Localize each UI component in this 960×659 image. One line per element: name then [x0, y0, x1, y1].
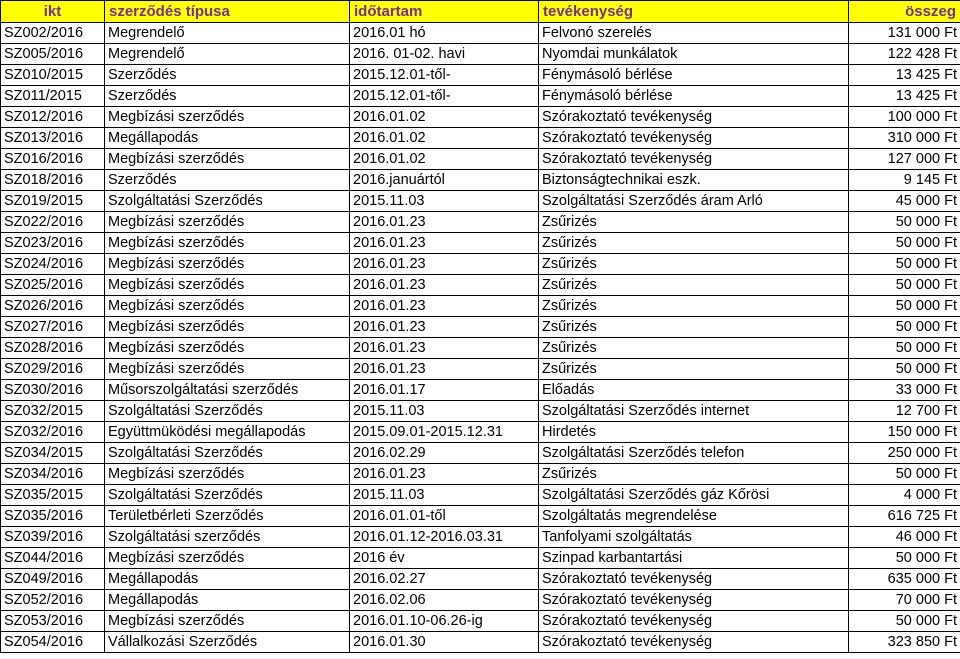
cell-activity: Tanfolyami szolgáltatás — [539, 527, 849, 548]
table-row — [1, 128, 960, 149]
cell-contract-type: Megbízási szerződés — [105, 359, 350, 380]
cell-contract-type: Megbízási szerződés — [105, 548, 350, 569]
cell-contract-type: Területbérleti Szerződés — [105, 506, 350, 527]
cell-amount: 50 000 Ft — [849, 338, 960, 359]
cell-amount: 50 000 Ft — [849, 275, 960, 296]
cell-contract-type: Együttmüködési megállapodás — [105, 422, 350, 443]
cell-contract-type: Szolgáltatási Szerződés — [105, 401, 350, 422]
cell-amount: 323 850 Ft — [849, 632, 960, 653]
cell-duration: 2016.01.02 — [350, 107, 539, 128]
cell-duration: 2016.02.29 — [350, 443, 539, 464]
cell-activity: Szórakoztató tevékenység — [539, 632, 849, 653]
cell-duration: 2015.11.03 — [350, 191, 539, 212]
cell-ikt: SZ024/2016 — [1, 254, 105, 275]
cell-amount: 250 000 Ft — [849, 443, 960, 464]
cell-amount: 635 000 Ft — [849, 569, 960, 590]
table-row — [1, 359, 960, 380]
cell-contract-type: Megbízási szerződés — [105, 317, 350, 338]
cell-amount: 50 000 Ft — [849, 254, 960, 275]
cell-contract-type: Vállalkozási Szerződés — [105, 632, 350, 653]
cell-activity: Szolgáltatási Szerződés internet — [539, 401, 849, 422]
table-row — [1, 611, 960, 632]
table-row — [1, 548, 960, 569]
table-row — [1, 296, 960, 317]
cell-contract-type: Megbízási szerződés — [105, 296, 350, 317]
cell-ikt: SZ049/2016 — [1, 569, 105, 590]
cell-amount: 50 000 Ft — [849, 548, 960, 569]
table-row — [1, 170, 960, 191]
cell-activity: Szórakoztató tevékenység — [539, 611, 849, 632]
table-row — [1, 254, 960, 275]
table-row — [1, 380, 960, 401]
cell-contract-type: Megállapodás — [105, 590, 350, 611]
cell-duration: 2016.01.23 — [350, 464, 539, 485]
cell-amount: 50 000 Ft — [849, 317, 960, 338]
cell-ikt: SZ032/2015 — [1, 401, 105, 422]
cell-activity: Zsűrizés — [539, 254, 849, 275]
cell-amount: 70 000 Ft — [849, 590, 960, 611]
cell-duration: 2016. 01-02. havi — [350, 44, 539, 65]
cell-duration: 2016.01.12-2016.03.31 — [350, 527, 539, 548]
table-body — [1, 23, 960, 653]
table-row — [1, 23, 960, 44]
cell-amount: 122 428 Ft — [849, 44, 960, 65]
cell-duration: 2015.12.01-től- — [350, 65, 539, 86]
cell-ikt: SZ023/2016 — [1, 233, 105, 254]
cell-ikt: SZ025/2016 — [1, 275, 105, 296]
cell-ikt: SZ035/2016 — [1, 506, 105, 527]
cell-duration: 2016.01 hó — [350, 23, 539, 44]
cell-amount: 12 700 Ft — [849, 401, 960, 422]
cell-activity: Zsűrizés — [539, 275, 849, 296]
cell-ikt: SZ039/2016 — [1, 527, 105, 548]
cell-contract-type: Megbízási szerződés — [105, 338, 350, 359]
table-row — [1, 443, 960, 464]
header-contract-type: szerződés típusa — [105, 1, 350, 23]
cell-ikt: SZ018/2016 — [1, 170, 105, 191]
cell-amount: 45 000 Ft — [849, 191, 960, 212]
cell-activity: Szórakoztató tevékenység — [539, 149, 849, 170]
table-row — [1, 422, 960, 443]
cell-activity: Zsűrizés — [539, 359, 849, 380]
cell-duration: 2016.01.23 — [350, 254, 539, 275]
table-row — [1, 464, 960, 485]
table-row — [1, 107, 960, 128]
cell-duration: 2016.01.30 — [350, 632, 539, 653]
cell-activity: Zsűrizés — [539, 317, 849, 338]
cell-ikt: SZ016/2016 — [1, 149, 105, 170]
table-row — [1, 506, 960, 527]
header-amount: összeg — [849, 1, 960, 23]
cell-contract-type: Megbízási szerződés — [105, 275, 350, 296]
cell-ikt: SZ011/2015 — [1, 86, 105, 107]
cell-ikt: SZ028/2016 — [1, 338, 105, 359]
cell-ikt: SZ026/2016 — [1, 296, 105, 317]
cell-amount: 13 425 Ft — [849, 65, 960, 86]
cell-contract-type: Megbízási szerződés — [105, 233, 350, 254]
cell-duration: 2016.01.10-06.26-ig — [350, 611, 539, 632]
cell-activity: Szinpad karbantartási — [539, 548, 849, 569]
table-row — [1, 632, 960, 653]
cell-amount: 127 000 Ft — [849, 149, 960, 170]
cell-activity: Zsűrizés — [539, 464, 849, 485]
cell-contract-type: Megbízási szerződés — [105, 149, 350, 170]
cell-ikt: SZ034/2015 — [1, 443, 105, 464]
cell-duration: 2016.01.23 — [350, 296, 539, 317]
cell-contract-type: Műsorszolgáltatási szerződés — [105, 380, 350, 401]
cell-duration: 2015.12.01-től- — [350, 86, 539, 107]
cell-contract-type: Megállapodás — [105, 128, 350, 149]
cell-duration: 2016.01.23 — [350, 317, 539, 338]
cell-duration: 2016.01.01-től — [350, 506, 539, 527]
cell-ikt: SZ054/2016 — [1, 632, 105, 653]
cell-amount: 50 000 Ft — [849, 233, 960, 254]
cell-activity: Szolgáltatási Szerződés telefon — [539, 443, 849, 464]
cell-activity: Szolgáltatási Szerződés gáz Kőrösi — [539, 485, 849, 506]
cell-amount: 50 000 Ft — [849, 296, 960, 317]
cell-contract-type: Szolgáltatási Szerződés — [105, 443, 350, 464]
table-row — [1, 212, 960, 233]
cell-ikt: SZ044/2016 — [1, 548, 105, 569]
cell-ikt: SZ019/2015 — [1, 191, 105, 212]
cell-duration: 2016.01.17 — [350, 380, 539, 401]
cell-activity: Szórakoztató tevékenység — [539, 107, 849, 128]
cell-ikt: SZ005/2016 — [1, 44, 105, 65]
table-row — [1, 569, 960, 590]
table-row — [1, 149, 960, 170]
table-row — [1, 44, 960, 65]
cell-contract-type: Megrendelő — [105, 23, 350, 44]
cell-activity: Felvonó szerelés — [539, 23, 849, 44]
cell-contract-type: Megállapodás — [105, 569, 350, 590]
cell-duration: 2015.09.01-2015.12.31 — [350, 422, 539, 443]
cell-activity: Fénymásoló bérlése — [539, 86, 849, 107]
cell-contract-type: Megbízási szerződés — [105, 464, 350, 485]
cell-amount: 50 000 Ft — [849, 212, 960, 233]
cell-amount: 150 000 Ft — [849, 422, 960, 443]
cell-activity: Nyomdai munkálatok — [539, 44, 849, 65]
cell-contract-type: Szerződés — [105, 65, 350, 86]
header-activity: tevékenység — [539, 1, 849, 23]
cell-duration: 2016.januártól — [350, 170, 539, 191]
cell-activity: Fénymásoló bérlése — [539, 65, 849, 86]
cell-activity: Hirdetés — [539, 422, 849, 443]
cell-ikt: SZ027/2016 — [1, 317, 105, 338]
cell-amount: 131 000 Ft — [849, 23, 960, 44]
cell-ikt: SZ052/2016 — [1, 590, 105, 611]
table-row — [1, 527, 960, 548]
header-ikt: ikt — [1, 1, 105, 23]
cell-duration: 2016.02.27 — [350, 569, 539, 590]
cell-duration: 2015.11.03 — [350, 401, 539, 422]
cell-activity: Biztonságtechnikai eszk. — [539, 170, 849, 191]
cell-contract-type: Megbízási szerződés — [105, 611, 350, 632]
cell-amount: 46 000 Ft — [849, 527, 960, 548]
cell-duration: 2016.01.23 — [350, 275, 539, 296]
cell-duration: 2016.01.23 — [350, 338, 539, 359]
cell-contract-type: Megbízási szerződés — [105, 212, 350, 233]
cell-amount: 13 425 Ft — [849, 86, 960, 107]
cell-activity: Zsűrizés — [539, 212, 849, 233]
table-row — [1, 275, 960, 296]
cell-activity: Szórakoztató tevékenység — [539, 569, 849, 590]
cell-amount: 50 000 Ft — [849, 464, 960, 485]
header-duration: időtartam — [350, 1, 539, 23]
cell-contract-type: Megbízási szerződés — [105, 254, 350, 275]
cell-ikt: SZ010/2015 — [1, 65, 105, 86]
cell-duration: 2016.01.23 — [350, 359, 539, 380]
cell-ikt: SZ034/2016 — [1, 464, 105, 485]
cell-ikt: SZ032/2016 — [1, 422, 105, 443]
cell-amount: 33 000 Ft — [849, 380, 960, 401]
cell-duration: 2016 év — [350, 548, 539, 569]
table-row — [1, 233, 960, 254]
cell-contract-type: Szolgáltatási Szerződés — [105, 191, 350, 212]
table-row — [1, 590, 960, 611]
table-row — [1, 485, 960, 506]
cell-amount: 9 145 Ft — [849, 170, 960, 191]
table-row — [1, 86, 960, 107]
cell-activity: Szórakoztató tevékenység — [539, 590, 849, 611]
cell-amount: 50 000 Ft — [849, 611, 960, 632]
cell-activity: Előadás — [539, 380, 849, 401]
cell-amount: 616 725 Ft — [849, 506, 960, 527]
cell-activity: Szórakoztató tevékenység — [539, 128, 849, 149]
cell-ikt: SZ030/2016 — [1, 380, 105, 401]
cell-amount: 4 000 Ft — [849, 485, 960, 506]
cell-amount: 50 000 Ft — [849, 359, 960, 380]
cell-duration: 2016.02.06 — [350, 590, 539, 611]
header-row — [1, 1, 960, 23]
cell-duration: 2016.01.02 — [350, 128, 539, 149]
cell-contract-type: Szolgáltatási Szerződés — [105, 485, 350, 506]
cell-duration: 2016.01.23 — [350, 233, 539, 254]
cell-ikt: SZ013/2016 — [1, 128, 105, 149]
cell-duration: 2016.01.23 — [350, 212, 539, 233]
table-row — [1, 401, 960, 422]
cell-activity: Zsűrizés — [539, 233, 849, 254]
cell-amount: 310 000 Ft — [849, 128, 960, 149]
cell-ikt: SZ029/2016 — [1, 359, 105, 380]
cell-contract-type: Szolgáltatási szerződés — [105, 527, 350, 548]
cell-ikt: SZ002/2016 — [1, 23, 105, 44]
table-row — [1, 317, 960, 338]
cell-contract-type: Megrendelő — [105, 44, 350, 65]
cell-ikt: SZ035/2015 — [1, 485, 105, 506]
cell-duration: 2016.01.02 — [350, 149, 539, 170]
cell-ikt: SZ012/2016 — [1, 107, 105, 128]
cell-amount: 100 000 Ft — [849, 107, 960, 128]
cell-ikt: SZ022/2016 — [1, 212, 105, 233]
table-row — [1, 65, 960, 86]
cell-activity: Zsűrizés — [539, 338, 849, 359]
table-row — [1, 338, 960, 359]
cell-contract-type: Megbízási szerződés — [105, 107, 350, 128]
cell-contract-type: Szerződés — [105, 170, 350, 191]
cell-duration: 2015.11.03 — [350, 485, 539, 506]
cell-activity: Szolgáltatási Szerződés áram Arló — [539, 191, 849, 212]
cell-activity: Zsűrizés — [539, 296, 849, 317]
cell-contract-type: Szerződés — [105, 86, 350, 107]
table-row — [1, 191, 960, 212]
cell-activity: Szolgáltatás megrendelése — [539, 506, 849, 527]
cell-ikt: SZ053/2016 — [1, 611, 105, 632]
